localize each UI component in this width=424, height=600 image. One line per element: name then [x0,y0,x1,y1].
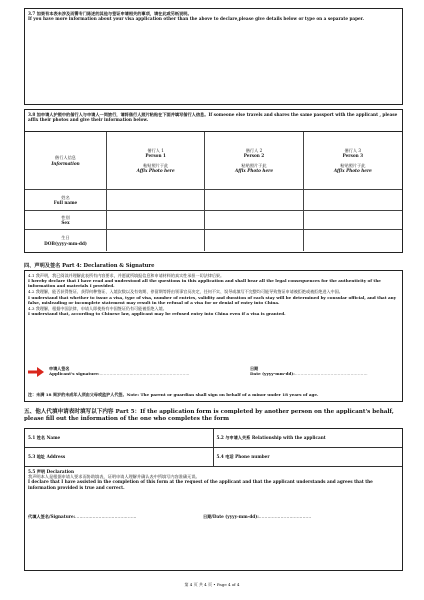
proxy-sig-dots: …………………………………… [75,514,137,519]
proxy-row-1 [25,429,402,448]
decl-4-2-cn: 4.2 我理解，能否获得签证、获得何种签证、入境次数以及有效期、停留期等将由领事官员决定，任何不实、误导或填写不完整均可能导致签证申请被拒绝或被拒绝进入中国。 [28,289,343,295]
proxy-decl-cn: 我声明本人是根据申请人要求而协助填表，证明申请人理解并确认表中所填写内容准确无误。 [28,474,200,480]
applicant-sig-en: Applicant's signature: [49,371,100,377]
person-1-photo-cell[interactable] [107,132,205,189]
part-5-title: 五、他人代填申请表时填写以下内容 Part 5：If the application form is completed by another person on the applicant's behalf, please fill out the information of the one who completes the form [24,409,394,422]
person-2-en: Person 2 [243,153,265,159]
proxy-row-2 [25,448,402,467]
person-1-affix-cn: 粘贴照片于此 [143,162,169,168]
person-1-name-field[interactable] [107,190,205,210]
person-3-affix-en: Affix Photo here [333,167,372,173]
person-3-affix-cn: 粘贴照片于此 [340,162,366,168]
person-2-name-field[interactable] [205,190,303,210]
person-2-dob-field[interactable] [205,230,303,251]
s38-label-cn: 3.8 如申请人护照中的偕行人与申请人一同旅行，请将偕行人照片粘贴在下面并填写偕行人信息。 [28,112,209,117]
s37-label-cn: 3.7 如果有本表未涉及而需专门陈述的其他与签证申请相关的事项，请在此或另纸说明。 [28,11,192,16]
person-3-en: Person 3 [342,153,364,159]
person-2-affix-en: Affix Photo here [234,167,273,173]
person-1-cn: 偕行人 1 [147,148,164,154]
full-name-label-en: Full name [53,200,78,205]
proxy-signature-row [28,514,398,519]
part-4-title: 四、声明及签名 Part 4: Declaration & Signature [24,263,155,269]
s38-header [25,110,402,132]
info-header-cn: 偕行人信息 [55,155,76,161]
full-name-row [25,190,402,211]
decl-4-1-cn: 4.1 我声明，我已阅读并理解此表所有内容要求，并愿就所填报信息和申请材料的真实性承担一切法律后果。 [28,273,225,278]
person-2-affix-cn: 粘贴照片于此 [241,162,267,168]
s37-answer-area[interactable] [28,22,399,94]
signature-area [28,366,399,386]
applicant-date-dots: …………………………………………… [294,371,368,377]
section-3-8-box [24,109,403,253]
proxy-name-field[interactable]: 5.1 姓名 Name [25,429,214,447]
applicant-date-cn: 日期 [250,366,259,371]
person-1-dob-field[interactable] [107,230,205,251]
applicant-date-en: Date (yyyy-mm-dd): [250,371,295,377]
person-3-photo-cell[interactable] [304,132,402,189]
sex-label-cn: 性别 [61,214,70,220]
applicant-signature-field[interactable] [49,366,209,376]
proxy-date-label: 日期/Date (yyyy-mm-dd): [203,514,259,519]
companion-photo-row [25,132,402,190]
applicant-sig-cn: 申请人签名 [49,366,70,371]
person-2-sex-field[interactable] [205,211,303,229]
declaration-box [24,270,403,402]
arrow-right-icon [28,367,44,377]
s38-label-en: If someone else travels and shares the same passport with the applicant , please affix their photos and give their information below. [28,112,398,123]
dob-label-en: DOB(yyyy-mm-dd) [44,240,87,246]
proxy-sig-label: 代填人签名/Signature: [28,514,76,519]
proxy-decl-en: I declare that I have assisted in the completion of this form at the request of the applicant and that the applicant understands and agrees that the information provided is true and correct. [28,479,373,490]
dob-label-cn: 生日 [61,235,70,241]
full-name-label-cn: 姓名 [61,194,70,200]
proxy-relationship-field[interactable]: 5.2 与申请人关系 Relationship with the applicant [216,435,326,441]
applicant-date-field[interactable] [250,366,400,376]
proxy-date-dots: ……………………………… [258,514,312,519]
proxy-signature-field[interactable] [28,514,137,519]
full-name-label [25,190,107,210]
sex-label [25,211,107,229]
decl-4-1-en: I hereby declare that I have read and understood all the questions in this application and shall bear all the legal consequences for the authenticity of the information and materials I provided. [28,278,381,289]
page-footer: 第 4 页 共 4 页 • Page 4 of 4 [184,582,240,587]
dob-label [25,230,107,251]
dob-row [25,230,402,251]
decl-4-3-en: I understand that, according to Chinese law, applicant may be refused entry into China even if a visa is granted. [28,311,286,317]
person-3-name-field[interactable] [304,190,402,210]
person-2-photo-cell[interactable] [205,132,303,189]
person-3-dob-field[interactable] [304,230,402,251]
person-3-sex-field[interactable] [304,211,402,229]
proxy-box [24,428,403,571]
person-1-affix-en: Affix Photo here [136,167,175,173]
person-1-en: Person 1 [145,153,166,159]
info-header-cell [25,132,107,189]
applicant-sig-dots: ……………………………………………………… [99,371,190,377]
decl-4-3-cn: 4.3 我理解，根据中国法律，申请人即使持有中国签证仍有可能被拒绝入境。 [28,305,167,311]
companion-table [25,132,402,251]
person-2-cn: 偕行人 2 [245,148,263,154]
person-3-cn: 偕行人 3 [344,148,362,154]
decl-4-2-en: I understand that whether to issue a visa, type of visa, number of entries, validity and duration of each stay will be determined by consular official, and that any false, misleading or incomplete statement may result in the refusal of a visa for or denial of entry into China. [28,294,397,305]
sex-label-en: Sex [61,220,70,225]
proxy-address-field[interactable]: 5.3 地址 Address [25,448,214,466]
s37-label-en: If you have more information about your visa application other than the above to declare,please give details below or type on a separate paper. [28,16,364,22]
proxy-declaration [25,467,402,571]
proxy-phone-field[interactable]: 5.4 电话 Phone number [216,454,270,460]
proxy-decl-title: 5.5 声明 Declaration [28,469,75,474]
proxy-date-field[interactable] [203,514,311,519]
info-header-en: Information [51,160,80,166]
minor-note: 注：未满 18 周岁的未成年人须由父母或监护人代签。Note: The parent or guardian shall sign on behalf of a minor under 18 years of age. [28,392,319,397]
person-1-sex-field[interactable] [107,211,205,229]
section-3-7-box [24,8,403,105]
sex-row [25,211,402,230]
